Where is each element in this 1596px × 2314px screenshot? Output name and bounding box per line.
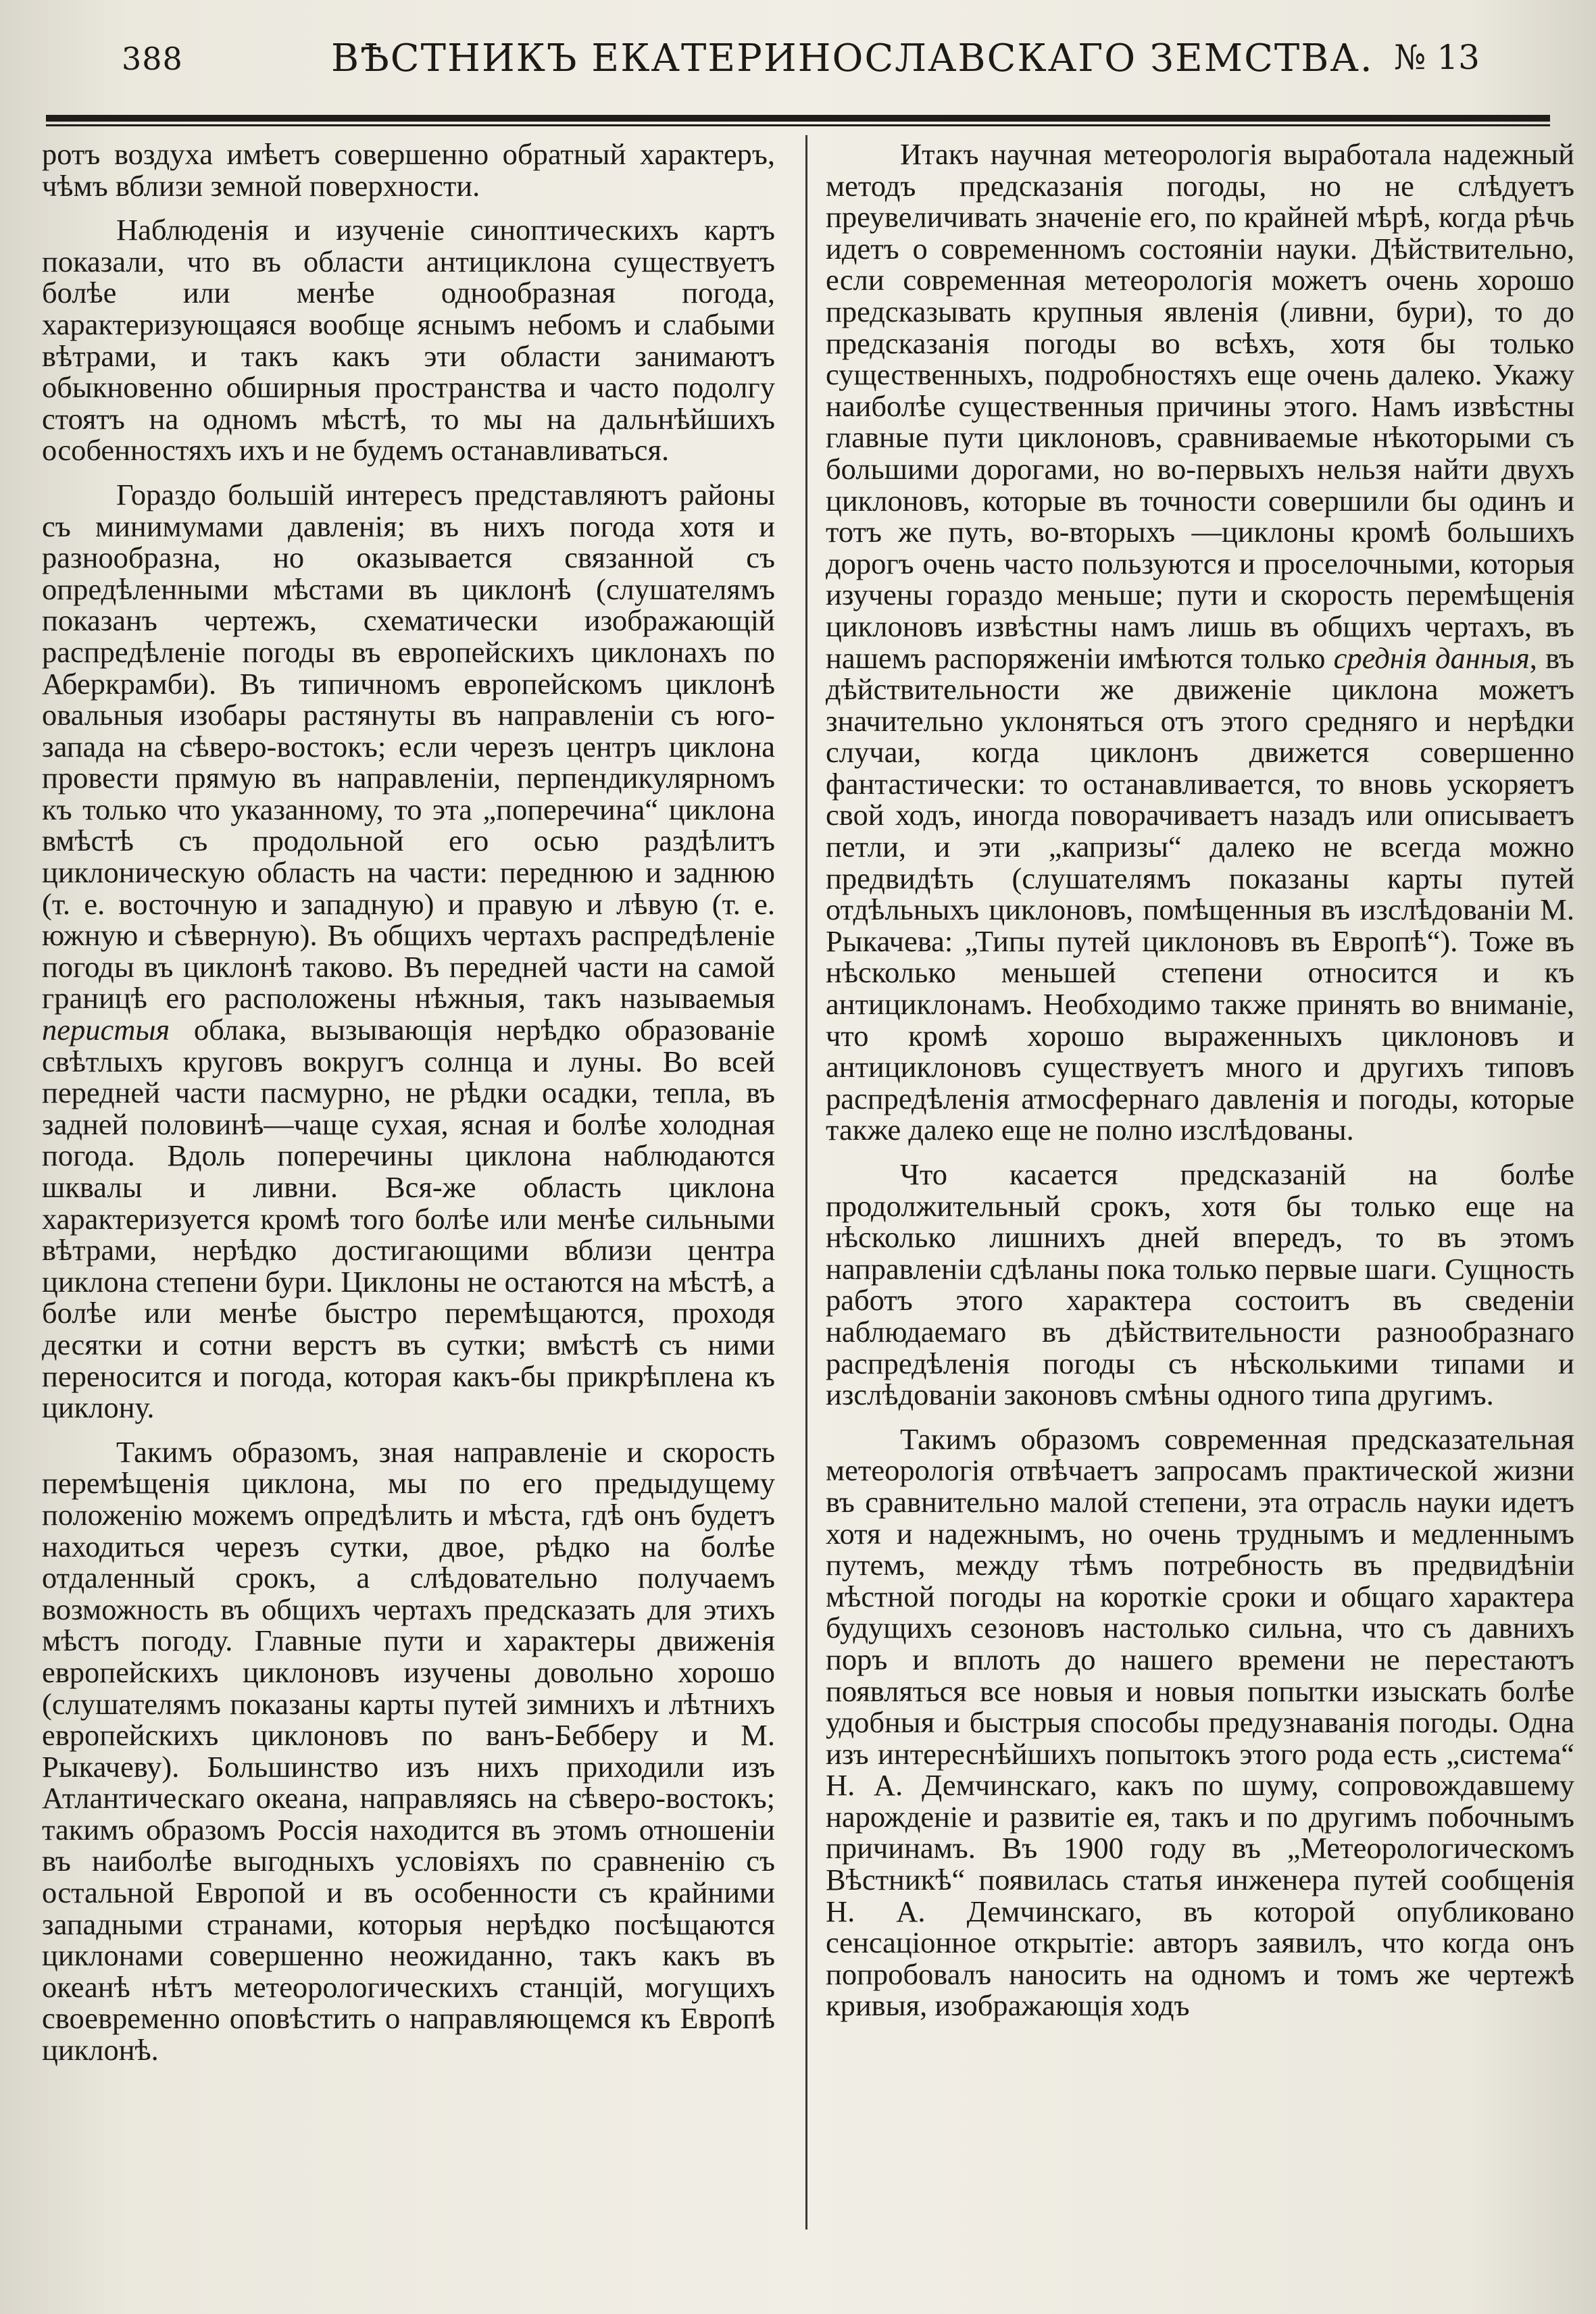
left-column bbox=[42, 139, 775, 2226]
italic-term: перистыя bbox=[42, 1013, 170, 1047]
italic-term: среднія данныя bbox=[1333, 640, 1530, 675]
paragraph: ротъ воздуха имѣетъ совершенно обратный характеръ, чѣмъ вблизи земной поверхности. bbox=[42, 139, 775, 203]
paragraph-text: облака, вызывающія нерѣдко образованіе свѣтлыхъ круговъ вокругъ солнца и луны. Во всей передней части пасмурно, не рѣдки осадки, тепла, въ задней половинѣ—чаще сухая, ясная и болѣе холодная погода. Вдоль поперечины циклона наблюдаются шквалы и ливни. Вся-же область циклона характеризуется кромѣ того болѣе или менѣе сильными вѣтрами, нерѣдко достигающими вблизи центра циклона степени бури. Циклоны не остаются на мѣстѣ, а болѣе или менѣе быстро перемѣщаются, проходя десятки и сотни верстъ въ сутки; вмѣстѣ съ ними переносится и погода, которая какъ-бы прикрѣплена къ циклону. bbox=[42, 1013, 775, 1425]
paragraph bbox=[42, 479, 775, 1424]
column-divider bbox=[805, 135, 807, 2230]
right-column bbox=[826, 139, 1574, 2226]
page-number: 388 bbox=[122, 41, 183, 77]
paragraph: Такимъ образомъ современная предсказательная метеорологія отвѣчаетъ запросамъ практической жизни въ сравнительно малой степени, эта отрасль науки идетъ хотя и надежнымъ, но очень труднымъ и медленнымъ путемъ, между тѣмъ потребность въ предвидѣніи мѣстной погоды на короткіе сроки и общаго характера будущихъ сезоновъ настолько сильна, что съ давнихъ поръ и вплоть до нашего времени не перестаютъ появляться все новыя и новыя попытки изыскать болѣе удобныя и быстрыя способы предузнаванія погоды. Одна изъ интереснѣйшихъ попытокъ этого рода есть „система“ Н. А. Демчинскаго, какъ по шуму, сопровождавшему нарожденіе и развитіе ея, такъ и по другимъ побочнымъ причинамъ. Въ 1900 году въ „Метеорологическомъ Вѣстникѣ“ появилась статья инженера путей сообщенія Н. А. Демчинскаго, въ которой опубликовано сенсаціонное открытіе: авторъ заявилъ, что когда онъ попробовалъ наносить на одномъ и томъ же чертежѣ кривыя, изображающія ходъ bbox=[826, 1422, 1574, 2023]
paragraph: Наблюденія и изученіе синоптическихъ картъ показали, что въ области антициклона существуетъ болѣе или менѣе однообразная погода, характеризующаяся вообще яснымъ небомъ и слабыми вѣтрами, и такъ какъ эти области занимаютъ обыкновенно обширныя пространства и часто подолгу стоятъ на одномъ мѣстѣ, то мы на дальнѣйшихъ особенностяхъ ихъ и не будемъ останавливаться. bbox=[42, 213, 775, 468]
header-rule-thin bbox=[46, 124, 1550, 126]
paragraph-text: Гораздо большій интересъ представляютъ районы съ минимумами давленія; въ нихъ погода хотя и разнообразна, но оказывается связанной съ опредѣленными мѣстами въ циклонѣ (слушателямъ показанъ чертежъ, схематически изображающій распредѣленіе погоды въ европейскихъ циклонахъ по Аберкрамби). Въ типичномъ европейскомъ циклонѣ овальныя изобары растянуты въ направленіи съ юго-запада на сѣверо-востокъ; если черезъ центръ циклона провести прямую въ направленіи, перпендикулярномъ къ только что указанному, то эта „поперечина“ циклона вмѣстѣ съ продольной его осью раздѣлитъ циклоническую область на части: переднюю и заднюю (т. е. восточную и западную) и правую и лѣвую (т. е. южную и сѣверную). Въ общихъ чертахъ распредѣленіе погоды въ циклонѣ таково. Въ передней части на самой границѣ его расположены нѣжныя, такъ называемыя bbox=[42, 477, 775, 1015]
header-rule bbox=[46, 115, 1550, 122]
paragraph: Что касается предсказаній на болѣе продолжительный срокъ, хотя бы только еще на нѣсколько лишнихъ дней впередъ, то въ этомъ направленіи сдѣланы пока только первые шаги. Сущность работъ этого характера состоитъ въ сведеніи наблюдаемаго въ дѣйствительности разнообразнаго распредѣленія погоды съ нѣсколькими типами и изслѣдованіи законовъ смѣны одного типа другимъ. bbox=[826, 1157, 1574, 1412]
journal-title: ВѢСТНИКЪ ЕКАТЕРИНОСЛАВСКАГО ЗЕМСТВА. bbox=[331, 36, 1374, 80]
paragraph bbox=[826, 139, 1574, 1146]
paragraph: Такимъ образомъ, зная направленіе и скорость перемѣщенія циклона, мы по его предыдущему положенію можемъ опредѣлить и мѣста, гдѣ онъ будетъ находиться черезъ сутки, двое, рѣдко на болѣе отдаленный срокъ, а слѣдовательно получаемъ возможность въ общихъ чертахъ предсказать для этихъ мѣстъ погоду. Главные пути и характеры движенія европейскихъ циклоновъ изучены довольно хорошо (слушателямъ показаны карты путей зимнихъ и лѣтнихъ европейскихъ циклоновъ по ванъ-Бебберу и М. Рыкачеву). Большинство изъ нихъ приходили изъ Атлантическаго океана, направляясь на сѣверо-востокъ; такимъ образомъ Россія находится въ этомъ отношеніи въ наиболѣе выгодныхъ условіяхъ по сравненію съ остальной Европой и въ особенности съ крайними западными странами, которыя нерѣдко посѣщаются циклонами совершенно неожиданно, такъ какъ въ океанѣ нѣтъ метеорологическихъ станцій, могущихъ своевременно оповѣстить о направляющемся къ Европѣ циклонѣ. bbox=[42, 1434, 775, 2067]
paragraph-text: , въ дѣйствительности же движеніе циклона можетъ значительно уклоняться отъ этого средняго и нерѣдки случаи, когда циклонъ движется совершенно фантастически: то останавливается, то вновь ускоряетъ свой ходъ, иногда поворачиваетъ назадъ или описываетъ петли, и эти „капризы“ далеко не всегда можно предвидѣть (слушателямъ показаны карты путей отдѣльныхъ циклоновъ, помѣщенныя въ изслѣдованіи М. Рыкачева: „Типы путей циклоновъ въ Европѣ“). Тоже въ нѣсколько меньшей степени относится и къ антициклонамъ. Необходимо также принять во вниманіе, что кромѣ хорошо выраженныхъ циклоновъ и антициклоновъ существуетъ много и другихъ типовъ распредѣленія атмосфернаго давленія и погоды, которые также далеко еще не полно изслѣдованы. bbox=[826, 640, 1574, 1147]
paragraph-text: Итакъ научная метеорологія выработала надежный методъ предсказанія погоды, но не слѣдуетъ преувеличивать значеніе его, по крайней мѣрѣ, когда рѣчь идетъ о современномъ состояніи науки. Дѣйствительно, если современная метеорологія можетъ очень хорошо предсказывать крупныя явленія (ливни, бури), то до предсказанія погоды во всѣхъ, хотя бы только существенныхъ, подробностяхъ еще очень далеко. Укажу наиболѣе существенныя причины этого. Намъ извѣстны главные пути циклоновъ, сравниваемые нѣкоторыми съ большими дорогами, но во-первыхъ нельзя найти двухъ циклоновъ, которые въ точности совершили бы одинъ и тотъ же путь, во-вторыхъ —циклоны кромѣ большихъ дорогъ очень часто пользуются и проселочными, которыя изучены гораздо меньше; пути и скорость перемѣщенія циклоновъ извѣстны намъ лишь въ общихъ чертахъ, въ нашемъ распоряженіи имѣются только bbox=[826, 139, 1574, 675]
page-header bbox=[101, 31, 1493, 92]
issue-number: № 13 bbox=[1394, 38, 1480, 77]
